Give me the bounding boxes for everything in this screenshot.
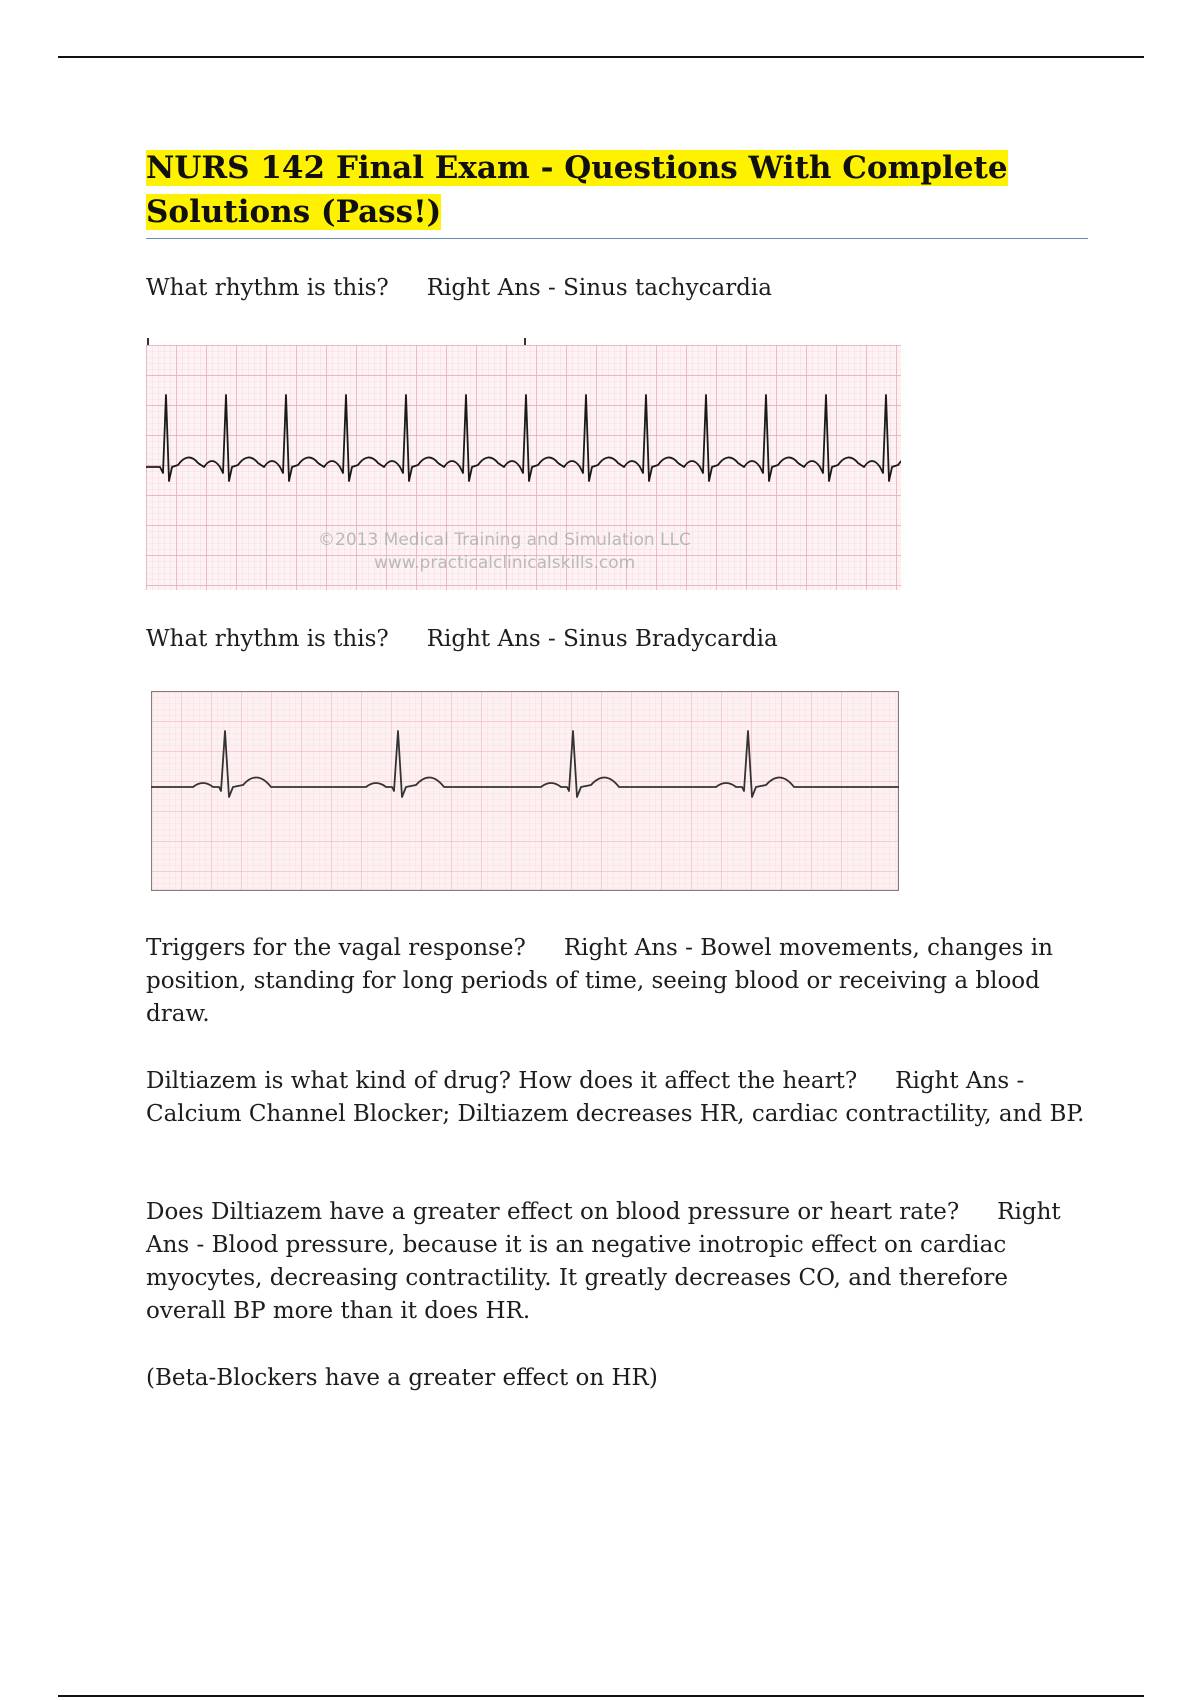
note-text: (Beta-Blockers have a greater effect on HR): [146, 1365, 658, 1391]
qa-item-1: [146, 272, 1086, 305]
watermark-line-1: ©2013 Medical Training and Simulation LLC: [318, 530, 691, 550]
answer-text: Right Ans - Bowel movements, changes in position, standing for long periods of time, seeing blood or receiving a blood draw.: [146, 935, 1053, 1027]
ecg-strip-tachycardia: [146, 345, 901, 590]
answer-text: Right Ans - Calcium Channel Blocker; Diltiazem decreases HR, cardiac contractility, and BP.: [146, 1068, 1085, 1127]
title-block: [146, 146, 1086, 234]
qa-item-5: [146, 1196, 1086, 1328]
page-title: NURS 142 Final Exam - Questions With Complete Solutions (Pass!): [146, 150, 1008, 230]
qa-item-3: [146, 932, 1086, 1031]
image-marker: [524, 338, 526, 345]
question-text: Does Diltiazem have a greater effect on blood pressure or heart rate?: [146, 1199, 960, 1225]
ecg-strip-bradycardia: [151, 691, 899, 891]
question-text: Diltiazem is what kind of drug? How does it affect the heart?: [146, 1068, 858, 1094]
question-text: Triggers for the vagal response?: [146, 935, 526, 961]
watermark-line-2: www.practicalclinicalskills.com: [374, 553, 636, 573]
answer-text: Right Ans - Blood pressure, because it is an negative inotropic effect on cardiac myocytes, decreasing contractility. It greatly decreases CO, and therefore overall BP more than it does HR.: [146, 1199, 1061, 1324]
image-marker: [147, 338, 149, 345]
footer-rule: [58, 1695, 1144, 1697]
answer-text: Right Ans - Sinus Bradycardia: [426, 626, 778, 652]
qa-item-4: [146, 1065, 1086, 1131]
question-text: What rhythm is this?: [146, 275, 389, 301]
title-underline: [146, 238, 1088, 239]
answer-text: Right Ans - Sinus tachycardia: [426, 275, 772, 301]
question-text: What rhythm is this?: [146, 626, 389, 652]
qa-item-2: [146, 623, 1086, 656]
header-rule: [58, 56, 1144, 58]
